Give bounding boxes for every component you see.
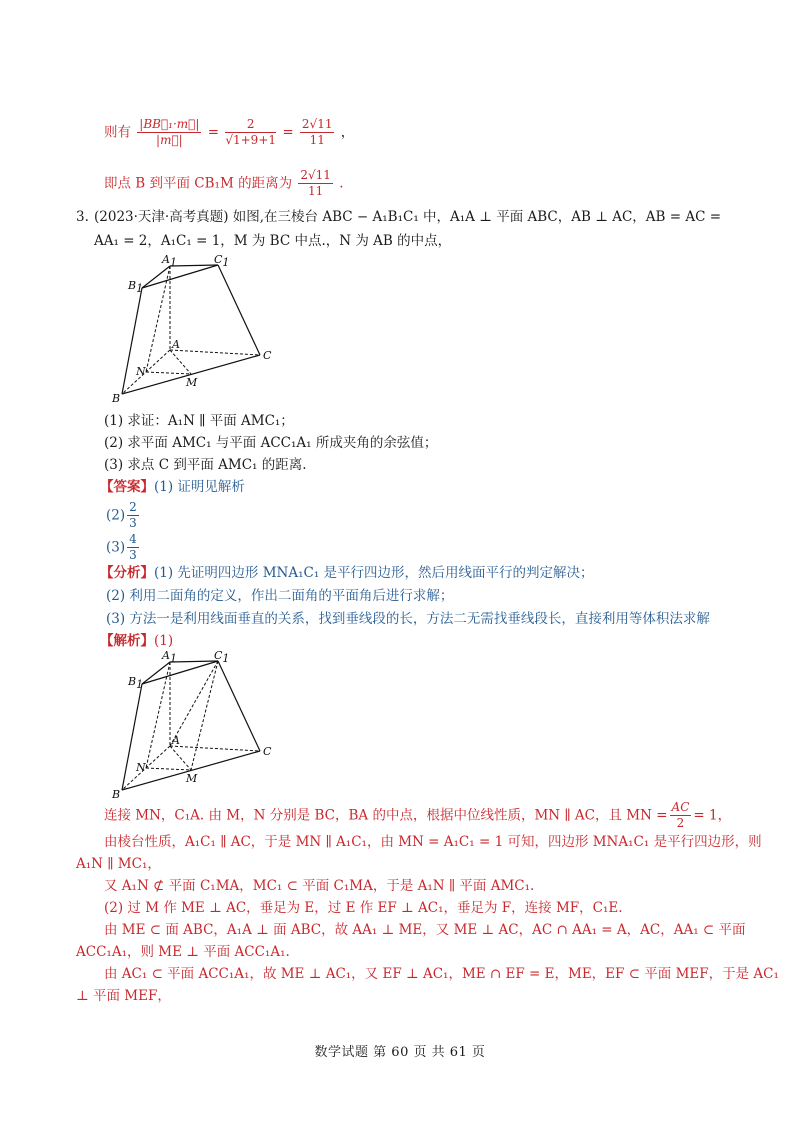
label-c: C <box>263 349 272 362</box>
ratio-fraction-3: $\frac{2√11}{11}$ <box>301 117 333 147</box>
problem-number: 3. <box>76 209 89 225</box>
analysis-line-3: (3) 方法一是利用线面垂直的关系，找到垂线段的长，方法二无需找垂线段长，直接利用等体积法求解 <box>106 611 710 627</box>
solution-line-3: A₁N ∥ MC₁， <box>76 856 161 872</box>
segment-nm <box>146 372 191 374</box>
solution-line-7: ACC₁A₁，则 ME ⊥ 平面 ACC₁A₁. <box>76 944 290 960</box>
ratio-fraction: $\frac{\text{|BB⃗₁·m⃗|}}{|m⃗|}$ <box>139 117 200 147</box>
frustum-figure <box>110 252 280 404</box>
solution-line-4: 又 A₁N ⊄ 平面 C₁MA，MC₁ ⊂ 平面 C₁MA，于是 A₁N ∥ 平面 AMC₁. <box>104 878 535 894</box>
ratio-equation: 则有 $\frac{\text{|BB⃗₁·m⃗|}}{|m⃗|}$ = $\frac{2}{√1+9+1}$ = $\frac{2√11}{11}$ ， <box>104 117 355 147</box>
svg-text:C: C <box>263 745 272 758</box>
svg-text:B: B <box>112 788 121 798</box>
svg-text:B1: B1 <box>128 675 144 691</box>
edge-ac <box>170 350 260 355</box>
segment-c1m <box>191 661 218 770</box>
label-b: B <box>112 392 121 404</box>
solution-line-9: ⊥ 平面 MEF， <box>76 988 171 1004</box>
question-2: (2) 求平面 AMC₁ 与平面 ACC₁A₁ 所成夹角的余弦值； <box>104 435 438 451</box>
label-a1: A1 <box>162 253 177 269</box>
edge-b1c1 <box>142 265 218 288</box>
question-1: (1) 求证：A₁N ∥ 平面 AMC₁； <box>104 413 294 429</box>
answer-section <box>100 478 245 496</box>
edge-a1c1 <box>170 265 218 266</box>
svg-text:C1: C1 <box>214 649 230 665</box>
solution-line-6: 由 ME ⊂ 面 ABC，A₁A ⊥ 面 ABC，故 AA₁ ⊥ ME，又 ME ⊥ AC，AC ∩ AA₁ = A，AC，AA₁ ⊂ 平面 <box>104 922 746 938</box>
svg-text:N: N <box>136 761 146 774</box>
svg-text:M: M <box>186 772 198 785</box>
analysis-line-2: (2) 利用二面角的定义，作出二面角的平面角后进行求解； <box>106 588 454 604</box>
answer-3: (3) $\frac{4}{3}$ <box>106 532 137 562</box>
page-footer: 数学试题 第 60 页 共 61 页 <box>314 1045 486 1060</box>
answer-2: (2) $\frac{2}{3}$ <box>106 500 137 530</box>
frustum-figure-solution <box>110 648 280 798</box>
edge-c1c <box>218 265 260 355</box>
label-n: N <box>136 365 146 378</box>
distance-conclusion: 即点 B 到平面 CB₁M 的距离为 $\frac{2√11}{11}$ . <box>104 168 344 198</box>
svg-text:A1: A1 <box>162 649 177 665</box>
analysis-tag: 【分析】 <box>100 565 154 581</box>
label-m: M <box>186 376 198 389</box>
problem-line-1: (2023·天津·高考真题) 如图,在三棱台 ABC − A₁B₁C₁ 中，A₁A ⊥ 平面 ABC，AB ⊥ AC，AB = AC = <box>94 209 722 225</box>
distance-fraction: $\frac{2√11}{11}$ <box>300 168 331 198</box>
svg-text:A: A <box>172 734 180 747</box>
segment-am <box>170 350 191 374</box>
problem-line-2: AA₁ = 2，A₁C₁ = 1，M 为 BC 中点.，N 为 AB 的中点， <box>94 233 452 249</box>
edge-b1a1 <box>142 266 170 288</box>
solution-line-2: 由棱台性质，A₁C₁ ∥ AC，于是 MN ∥ A₁C₁，由 MN = A₁C₁ = 1 可知，四边形 MNA₁C₁ 是平行四边形，则 <box>104 834 762 850</box>
analysis-line-1: 【分析】(1) 先证明四边形 MNA₁C₁ 是平行四边形，然后用线面平行的判定解决； <box>100 565 594 581</box>
solution-line-1: 连接 MN，C₁A. 由 M，N 分别是 BC，BA 的中点，根据中位线性质，MN ∥ AC，且 MN = $\frac{AC}{2}$ = 1， <box>104 800 732 830</box>
solution-header: 【解析】(1) <box>100 633 174 649</box>
solution-line-8: 由 AC₁ ⊂ 平面 ACC₁A₁，故 ME ⊥ AC₁，又 EF ⊥ AC₁，ME ∩ EF = E，ME，EF ⊂ 平面 MEF，于是 AC₁ <box>104 966 779 982</box>
answer-1: (1) 证明见解析 <box>154 479 245 495</box>
answer-tag: 【答案】 <box>100 479 154 495</box>
label-b1: B1 <box>128 279 144 295</box>
question-3: (3) 求点 C 到平面 AMC₁ 的距离. <box>104 457 307 473</box>
ratio-fraction-2: $\frac{2}{√1+9+1}$ <box>225 117 277 147</box>
label-c1: C1 <box>214 253 230 269</box>
label-a: A <box>172 338 180 351</box>
solution-tag: 【解析】 <box>100 633 154 649</box>
equation-prefix: 则有 <box>104 124 131 141</box>
solution-line-5: (2) 过 M 作 ME ⊥ AC，垂足为 E，过 E 作 EF ⊥ AC₁，垂足为 F，连接 MF，C₁E. <box>104 900 623 916</box>
